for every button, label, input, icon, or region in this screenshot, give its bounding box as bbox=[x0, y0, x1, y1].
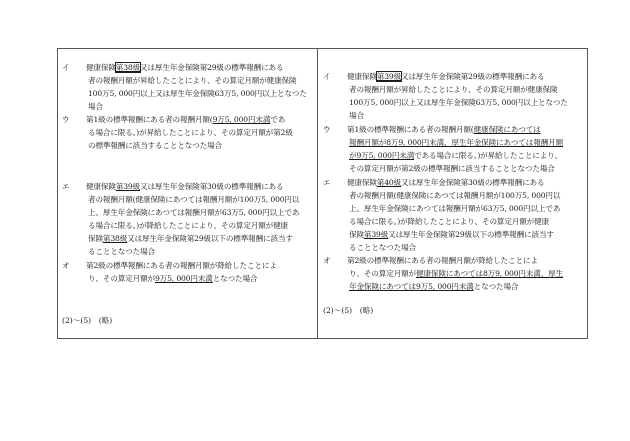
line-text: 第1級の標準報酬にある者の報酬月額( bbox=[347, 125, 474, 134]
text-line bbox=[62, 87, 307, 100]
line-text: 健康保険 bbox=[347, 72, 377, 81]
amended-text: 健康保険にあつては bbox=[473, 125, 541, 134]
text-line bbox=[62, 272, 277, 285]
line-text: る場合に限る。)が昇給したことにより、その算定月額が第2級 bbox=[88, 128, 293, 137]
amended-text: 健康保険にあつては8万9, 000円未満、厚生 bbox=[416, 269, 564, 278]
left-item-1 bbox=[62, 61, 307, 113]
line-text: 者の報酬月額が昇給したことにより、その算定月額が健康保険 bbox=[349, 85, 558, 94]
text-line bbox=[62, 193, 299, 206]
text-line bbox=[323, 267, 563, 280]
amended-text: が9万5, 000円未満 bbox=[349, 151, 415, 160]
text-line bbox=[62, 139, 293, 152]
line-text: る場合に限る。)が降給したことにより、その算定月額が健康 bbox=[88, 221, 288, 230]
text-line bbox=[323, 189, 560, 202]
line-text: である場合に限る。)が昇給したことにより、 bbox=[414, 151, 563, 160]
right-item-2 bbox=[323, 123, 563, 175]
line-text: 保険 bbox=[88, 234, 103, 243]
text-line bbox=[62, 74, 307, 87]
amended-text: 報酬月額が8万9, 000円未満、厚生年金保険にあつては報酬月額 bbox=[349, 138, 564, 147]
text-line bbox=[323, 228, 560, 241]
line-text: 健康保険 bbox=[347, 178, 377, 187]
text-line bbox=[323, 123, 563, 136]
text-line bbox=[323, 83, 568, 96]
item-label: エ bbox=[62, 182, 70, 191]
line-text: る場合に限る。)が降給したことにより、その算定月額が健康 bbox=[349, 217, 549, 226]
amended-text: 第38級 bbox=[115, 63, 141, 72]
right-footer: (2)～(5) (略) bbox=[323, 306, 374, 315]
amended-text: 第40級 bbox=[376, 178, 402, 187]
line-text: 者の報酬月額が昇給したことにより、その算定月額が健康保険 bbox=[88, 76, 297, 85]
text-line bbox=[62, 245, 299, 258]
line-text: 又は厚生年金保険第29級の標準報酬にある bbox=[140, 63, 284, 72]
amended-text: 9万5, 000円未満 bbox=[212, 115, 271, 124]
left-item-3 bbox=[62, 180, 299, 258]
line-text: 保険 bbox=[349, 230, 364, 239]
text-line bbox=[323, 109, 568, 122]
text-line bbox=[323, 202, 560, 215]
text-line bbox=[323, 241, 560, 254]
text-line bbox=[62, 113, 293, 126]
item-label: イ bbox=[323, 72, 331, 81]
line-text: 上、厚生年金保険にあつては報酬月額が63万5, 000円以上であ bbox=[349, 204, 561, 213]
text-line bbox=[62, 100, 307, 113]
text-line bbox=[62, 126, 293, 139]
text-line bbox=[62, 232, 299, 245]
left-item-4 bbox=[62, 259, 277, 285]
line-text: 又は厚生年金保険第30級の標準報酬にある bbox=[140, 182, 284, 191]
item-label: オ bbox=[62, 261, 70, 270]
item-label: オ bbox=[323, 256, 331, 265]
amended-text: 第38級 bbox=[102, 234, 128, 243]
text-line bbox=[323, 70, 568, 83]
line-text: ることとなつた場合 bbox=[88, 247, 155, 256]
line-text: 健康保険 bbox=[86, 182, 116, 191]
text-line bbox=[62, 180, 299, 193]
text-line bbox=[62, 61, 307, 74]
item-label: エ bbox=[323, 178, 331, 187]
text-line bbox=[323, 215, 560, 228]
line-text: 上、厚生年金保険にあつては報酬月額が63万5, 000円以上であ bbox=[88, 208, 300, 217]
text-line bbox=[323, 176, 560, 189]
amended-text: 9万5, 000円未満 bbox=[155, 274, 213, 283]
item-label: ウ bbox=[62, 115, 70, 124]
line-text: 第1級の標準報酬にある者の報酬月額( bbox=[86, 115, 213, 124]
line-text: 100万5, 000円以上又は厚生年金保険63万5, 000円以上となつた bbox=[349, 98, 568, 107]
right-item-4 bbox=[323, 254, 563, 293]
left-footer: (2)～(5) (略) bbox=[62, 316, 113, 325]
right-item-1 bbox=[323, 70, 568, 122]
line-text: 又は厚生年金保険第29級以下の標準報酬に該当す bbox=[127, 234, 293, 243]
line-text: り、その算定月額が bbox=[349, 269, 416, 278]
amended-text: 第39級 bbox=[363, 230, 389, 239]
text-line bbox=[323, 280, 563, 293]
line-text: 者の報酬月額(健康保険にあつては報酬月額が100万5, 000円以 bbox=[349, 191, 561, 200]
text-line bbox=[323, 96, 568, 109]
line-text: その算定月額が第2級の標準報酬に該当することとなつた場合 bbox=[349, 164, 555, 173]
line-text: 健康保険 bbox=[86, 63, 116, 72]
line-text: となつた場合 bbox=[473, 282, 519, 291]
line-text: 又は厚生年金保険第30級の標準報酬にある bbox=[401, 178, 545, 187]
item-label: イ bbox=[62, 63, 70, 72]
line-text: り、その算定月額が bbox=[88, 274, 155, 283]
line-text: 第2級の標準報酬にある者の報酬月額が降給したことによ bbox=[347, 256, 538, 265]
column-divider bbox=[317, 49, 318, 338]
text-line bbox=[62, 219, 299, 232]
line-text: であ bbox=[270, 115, 286, 124]
comparison-table bbox=[57, 48, 588, 339]
left-item-2 bbox=[62, 113, 293, 152]
line-text: 場合 bbox=[88, 102, 103, 111]
line-text: ることとなつた場合 bbox=[349, 243, 416, 252]
line-text: 場合 bbox=[349, 111, 364, 120]
line-text: 又は厚生年金保険第29級の標準報酬にある bbox=[401, 72, 545, 81]
text-line bbox=[323, 149, 563, 162]
amended-text: 第39級 bbox=[115, 182, 141, 191]
line-text: 者の報酬月額(健康保険にあつては報酬月額が100万5, 000円以 bbox=[88, 195, 300, 204]
item-label: ウ bbox=[323, 125, 331, 134]
line-text: 又は厚生年金保険第29級以下の標準報酬に該当す bbox=[388, 230, 554, 239]
right-item-3 bbox=[323, 176, 560, 254]
text-line bbox=[323, 136, 563, 149]
line-text: となつた場合 bbox=[212, 274, 258, 283]
line-text: の標準報酬に該当することとなつた場合 bbox=[88, 141, 222, 150]
text-line bbox=[62, 206, 299, 219]
text-line bbox=[323, 162, 563, 175]
line-text: 第2級の標準報酬にある者の報酬月額が降給したことによ bbox=[86, 261, 277, 270]
amended-text: 年金保険にあつては9万5, 000円未満 bbox=[349, 282, 474, 291]
amended-text: 第39級 bbox=[376, 72, 402, 81]
text-line bbox=[62, 259, 277, 272]
text-line bbox=[323, 254, 563, 267]
line-text: 100万5, 000円以上又は厚生年金保険63万5, 000円以上となつた bbox=[88, 89, 307, 98]
